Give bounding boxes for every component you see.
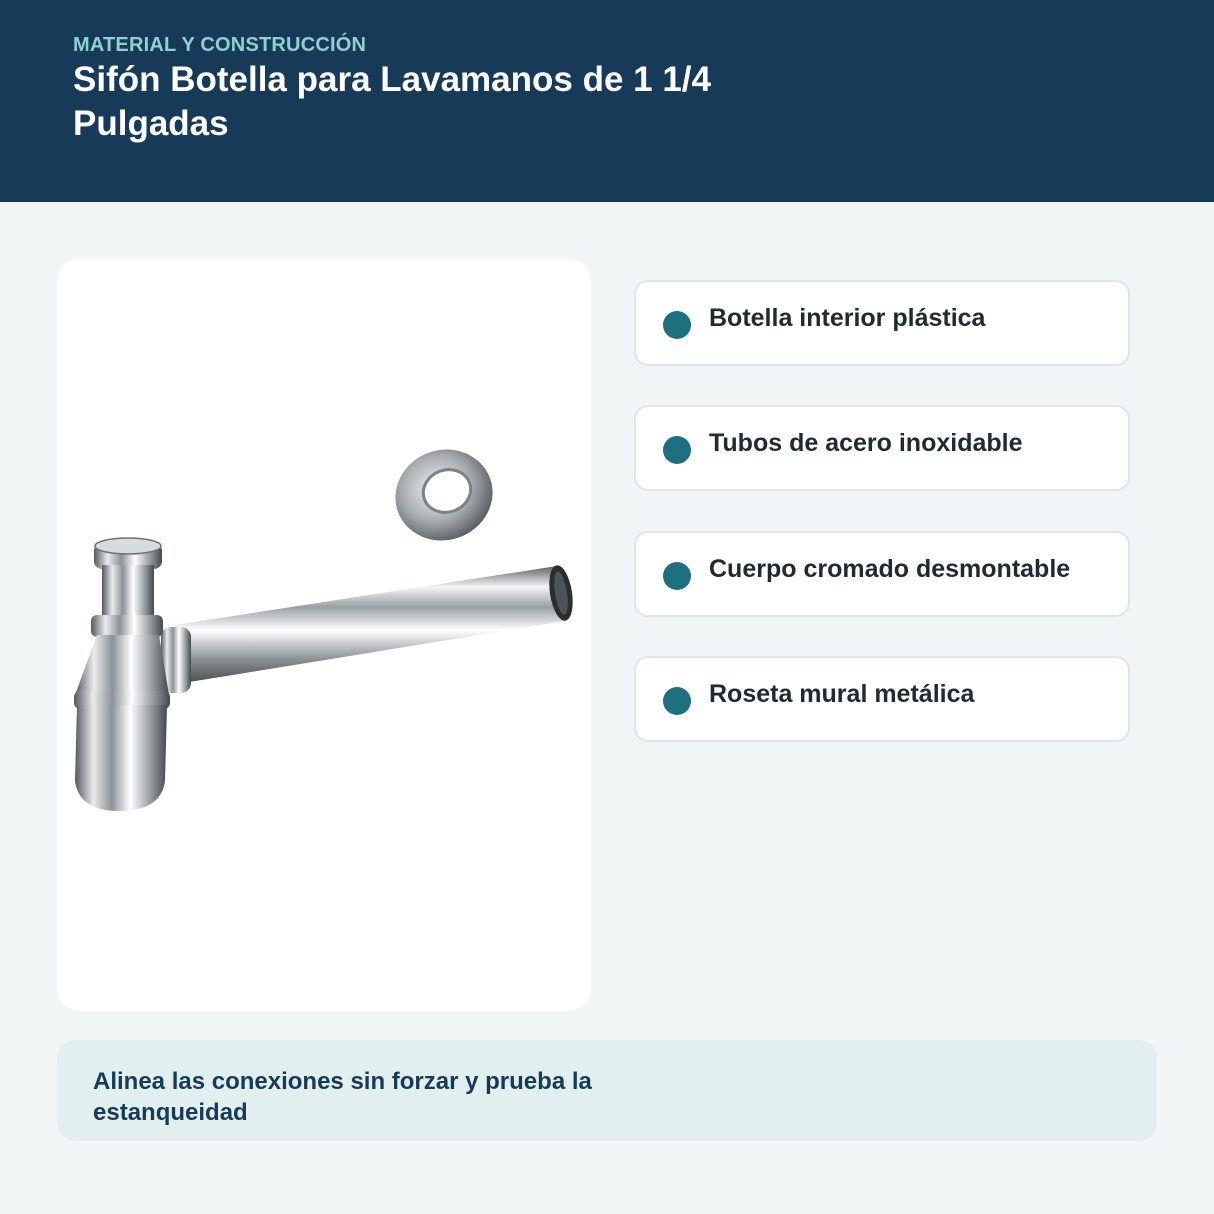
bullet-dot-icon	[663, 311, 691, 339]
tip-banner	[57, 1040, 1157, 1141]
tip-text: Alinea las conexiones sin forzar y prueba la estanqueidad	[93, 1068, 592, 1126]
section-eyebrow: MATERIAL Y CONSTRUCCIÓN	[73, 34, 367, 56]
feature-label: Botella interior plástica	[709, 304, 986, 332]
page-title: Sifón Botella para Lavamanos de 1 1/4 Pulgadas	[73, 60, 711, 143]
bottle-collar-icon	[91, 615, 163, 637]
bullet-dot-icon	[663, 436, 691, 464]
siphon-product-image	[57, 259, 591, 1011]
bullet-dot-icon	[663, 687, 691, 715]
feature-label: Roseta mural metálica	[709, 680, 975, 708]
feature-item	[634, 531, 1130, 617]
bottle-body-icon	[74, 635, 170, 811]
feature-label: Tubos de acero inoxidable	[709, 429, 1023, 457]
feature-item	[634, 656, 1130, 742]
outlet-pipe-icon	[175, 564, 576, 683]
feature-item	[634, 280, 1130, 366]
rosette-ring-icon	[383, 436, 506, 554]
inlet-cap-icon	[94, 538, 162, 569]
bullet-dot-icon	[663, 562, 691, 590]
header-banner	[0, 0, 1214, 202]
feature-label: Cuerpo cromado desmontable	[709, 555, 1071, 583]
feature-item	[634, 405, 1130, 491]
product-image-card	[57, 259, 591, 1011]
inlet-tube-icon	[102, 565, 154, 621]
